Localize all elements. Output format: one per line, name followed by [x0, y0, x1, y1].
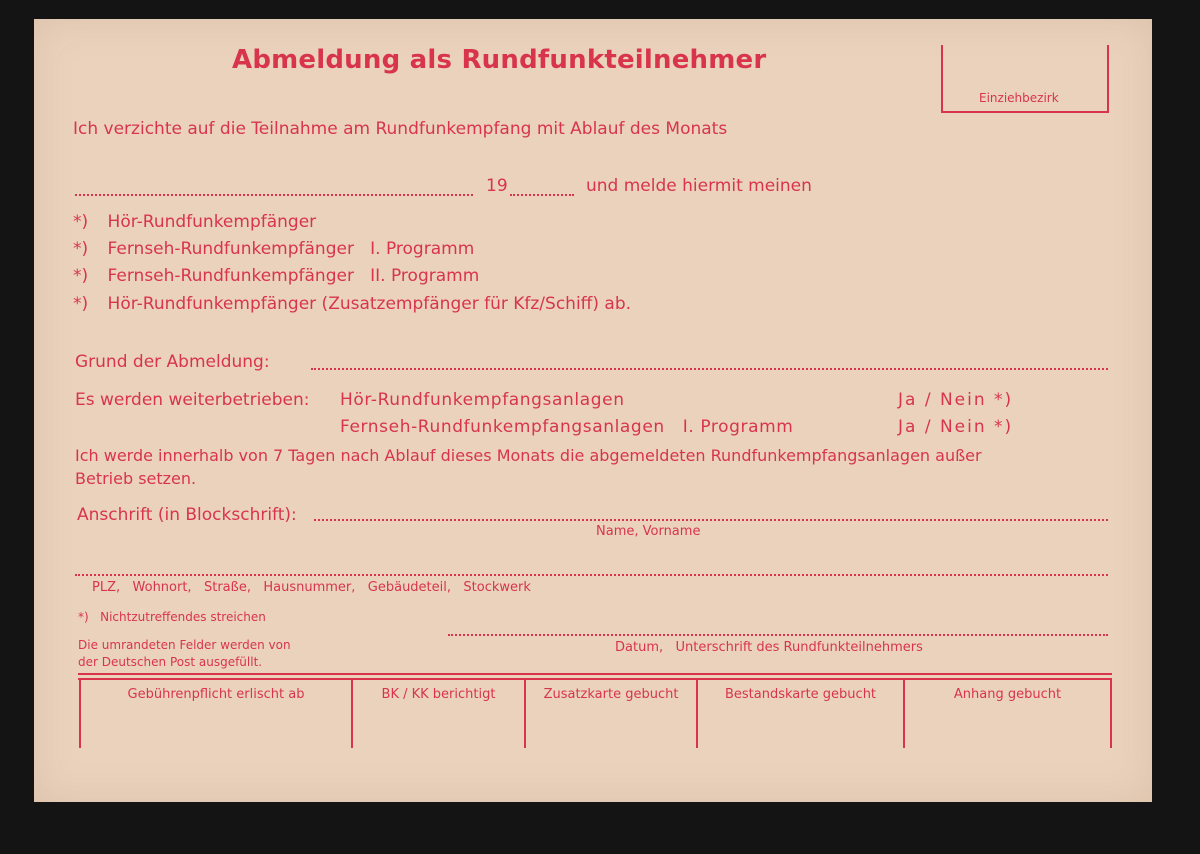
year-field[interactable] [510, 194, 574, 196]
continued-item-choice[interactable]: Ja / Nein *) [898, 417, 1014, 437]
option-marker: *) [73, 266, 89, 286]
option-marker: *) [73, 294, 89, 314]
shutdown-line: Betrieb setzen. [75, 469, 197, 488]
option-row[interactable] [73, 239, 474, 259]
year-suffix: und melde hiermit meinen [586, 176, 812, 196]
footnote: *) Nichtzutreffendes streichen [78, 610, 266, 624]
address-field[interactable] [75, 574, 1108, 576]
office-column-header: Bestandskarte gebucht [724, 687, 877, 702]
signature-caption: Datum, Unterschrift des Rundfunkteilnehmers [615, 640, 923, 655]
option-label: Hör-Rundfunkempfänger [107, 212, 317, 232]
office-table-border [78, 673, 1112, 675]
intro-line: Ich verzichte auf die Teilnahme am Rundfunkempfang mit Ablauf des Monats [73, 119, 728, 139]
option-marker: *) [73, 212, 89, 232]
reason-field[interactable] [311, 368, 1108, 370]
option-row[interactable] [73, 212, 316, 232]
continued-label: Es werden weiterbetrieben: [75, 390, 310, 410]
continued-item-choice[interactable]: Ja / Nein *) [898, 390, 1014, 410]
continued-item-label: Fernseh-Rundfunkempfangsanlagen I. Programm [340, 417, 794, 437]
name-field[interactable] [314, 519, 1108, 521]
option-label: Fernseh-Rundfunkempfänger II. Programm [107, 266, 480, 286]
office-column-header: Zusatzkarte gebucht [543, 687, 679, 702]
einziehbezirk-label: Einziehbezirk [979, 91, 1059, 105]
option-label: Hör-Rundfunkempfänger (Zusatzempfänger für Kfz/Schiff) ab. [107, 294, 632, 314]
year-prefix: 19 [486, 176, 508, 196]
office-table-border [78, 678, 1112, 680]
post-note: Die umrandeten Felder werden von [78, 638, 291, 652]
option-row[interactable] [73, 266, 479, 286]
post-note: der Deutschen Post ausgefüllt. [78, 655, 263, 669]
month-field[interactable] [75, 194, 473, 196]
option-marker: *) [73, 239, 89, 259]
office-column-header: BK / KK berichtigt [381, 687, 496, 702]
reason-label: Grund der Abmeldung: [75, 352, 270, 372]
office-column-header: Gebührenpflicht erlischt ab [127, 687, 305, 702]
option-label: Fernseh-Rundfunkempfänger I. Programm [107, 239, 475, 259]
continued-item-label: Hör-Rundfunkempfangsanlagen [340, 390, 625, 410]
option-row[interactable] [73, 294, 631, 314]
einziehbezirk-box [941, 45, 1109, 113]
address-label: Anschrift (in Blockschrift): [77, 505, 297, 525]
form-title: Abmeldung als Rundfunkteilnehmer [232, 45, 767, 75]
signature-field[interactable] [448, 634, 1108, 636]
address-caption: PLZ, Wohnort, Straße, Hausnummer, Gebäudeteil, Stockwerk [92, 580, 531, 595]
shutdown-line: Ich werde innerhalb von 7 Tagen nach Ablauf dieses Monats die abgemeldeten Rundfunkempfangsanlagen außer [75, 446, 982, 465]
office-table-divider [1110, 678, 1112, 748]
name-caption: Name, Vorname [596, 524, 701, 539]
office-column-header: Anhang gebucht [953, 687, 1062, 702]
deregistration-form-card [34, 19, 1152, 802]
